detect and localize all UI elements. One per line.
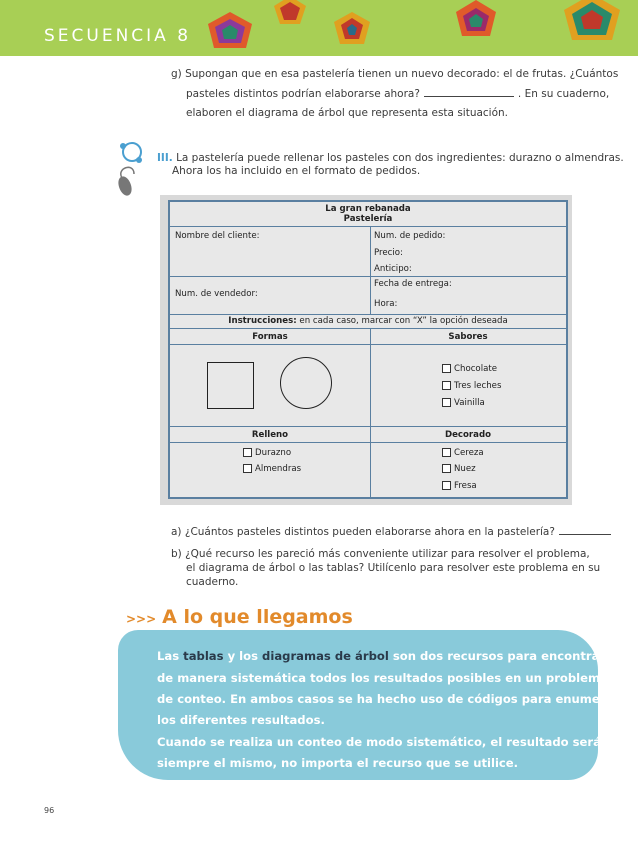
- question-b-line1: b) ¿Qué recurso les pareció más conveniente utilizar para resolver el problema,: [171, 548, 590, 560]
- checkbox[interactable]: [442, 364, 451, 373]
- pentagon-5: [564, 0, 620, 40]
- checkbox[interactable]: [442, 448, 451, 457]
- term-tablas: tablas: [183, 649, 224, 663]
- decoration-option[interactable]: [442, 464, 476, 474]
- checkbox[interactable]: [243, 464, 252, 473]
- summary-line4: los diferentes resultados.: [157, 713, 325, 727]
- conclusion-heading: [126, 606, 353, 628]
- conclusion-title: A lo que llegamos: [162, 606, 353, 628]
- advance-label: Anticipo:: [374, 264, 412, 274]
- question-g-line2-b: . En su cuaderno,: [517, 88, 610, 100]
- filling-label: Durazno: [255, 448, 292, 458]
- decoration-label: Nuez: [454, 464, 476, 474]
- checkbox[interactable]: [442, 464, 451, 473]
- filling-label: Almendras: [255, 464, 302, 474]
- flavor-label: Chocolate: [454, 364, 497, 374]
- form-subtitle: Pastelería: [343, 214, 393, 224]
- summary-line2: de manera sistemática todos los resultados posibles en un problema: [157, 671, 608, 685]
- decoration-option[interactable]: [442, 448, 484, 458]
- delivery-date-label: Fecha de entrega:: [374, 279, 452, 289]
- order-form: [168, 200, 568, 499]
- pentagon-4: [456, 0, 496, 36]
- pentagon-3: [334, 12, 370, 44]
- seller-num-label: Num. de vendedor:: [175, 289, 258, 299]
- decoration-label: Cereza: [454, 448, 484, 458]
- time-label: Hora:: [374, 299, 398, 309]
- sequence-title: SECUENCIA 8: [44, 26, 192, 46]
- price-label: Precio:: [374, 248, 403, 258]
- question-a-text: a) ¿Cuántos pasteles distintos pueden elaborarse ahora en la pastelería?: [171, 526, 555, 538]
- checkbox[interactable]: [243, 448, 252, 457]
- decoration-header: Decorado: [444, 430, 492, 440]
- instructions: [170, 316, 566, 326]
- summary-line6: siempre el mismo, no importa el recurso que se utilice.: [157, 756, 519, 770]
- instructions-text: en cada caso, marcar con “X” la opción deseada: [296, 316, 508, 326]
- form-divider: [170, 426, 566, 427]
- term-diagramas: diagramas de árbol: [262, 649, 389, 663]
- question-g-line2: [186, 86, 609, 101]
- question-g-line3: elaboren el diagrama de árbol que representa esta situación.: [186, 107, 509, 119]
- flavor-label: Tres leches: [454, 381, 502, 391]
- filling-header: Relleno: [251, 430, 289, 440]
- decoration-label: Fresa: [454, 481, 477, 491]
- answer-blank-g[interactable]: [424, 86, 514, 97]
- question-b-line2: el diagrama de árbol o las tablas? Utilícenlo para resolver este problema en su: [186, 562, 601, 574]
- form-divider: [170, 276, 566, 277]
- summary-text: Las: [157, 649, 184, 663]
- flavor-label: Vainilla: [454, 398, 485, 408]
- section-III-text1: La pastelería puede rellenar los pasteles con dos ingredientes: durazno o almendras.: [176, 152, 624, 164]
- flavor-option[interactable]: [442, 364, 497, 374]
- summary-text: y los: [223, 649, 263, 663]
- form-divider: [170, 442, 566, 443]
- checkbox[interactable]: [442, 481, 451, 490]
- connection-mouse-icon: [112, 138, 152, 198]
- question-b-line3: cuaderno.: [186, 576, 239, 588]
- round-shape-option[interactable]: [280, 357, 332, 409]
- flavor-option[interactable]: [442, 398, 485, 408]
- summary-text: son dos recursos para encontrar: [388, 649, 606, 663]
- order-num-label: Num. de pedido:: [374, 231, 446, 241]
- summary-line5: Cuando se realiza un conteo de modo sistemático, el resultado será: [157, 735, 601, 749]
- flavors-header: Sabores: [448, 332, 488, 342]
- pentagon-2: [274, 0, 306, 24]
- question-g-line1: g) Supongan que en esa pastelería tienen un nuevo decorado: el de frutas. ¿Cuántos: [171, 68, 619, 80]
- summary-line3: de conteo. En ambos casos se ha hecho uso de códigos para enumerar: [157, 692, 620, 706]
- pentagon-1: [208, 12, 252, 48]
- form-divider: [170, 328, 566, 329]
- decoration-option[interactable]: [442, 481, 477, 491]
- filling-option[interactable]: [243, 448, 291, 458]
- question-g-line2-a: pasteles distintos podrían elaborarse ahora?: [186, 88, 420, 100]
- section-III-numeral: III.: [157, 152, 173, 164]
- filling-option[interactable]: [243, 464, 301, 474]
- form-divider: [170, 344, 566, 345]
- summary-line1: [157, 646, 605, 666]
- form-title: La gran rebanada: [325, 204, 411, 214]
- form-divider: [170, 314, 566, 315]
- flavor-option[interactable]: [442, 381, 501, 391]
- shapes-header: Formas: [252, 332, 288, 342]
- arrows-icon: >>>: [126, 612, 157, 626]
- client-name-label: Nombre del cliente:: [175, 231, 260, 241]
- decorative-pentagons: [200, 0, 638, 56]
- answer-blank-a[interactable]: [559, 524, 611, 535]
- checkbox[interactable]: [442, 398, 451, 407]
- square-shape-option[interactable]: [207, 362, 254, 409]
- question-a: [171, 524, 615, 539]
- section-III-line1: [157, 151, 624, 165]
- instructions-bold: Instrucciones:: [228, 316, 297, 326]
- form-divider: [170, 226, 566, 227]
- section-III-line2: Ahora los ha incluido en el formato de pedidos.: [172, 165, 421, 177]
- form-vdivider: [370, 328, 371, 497]
- page-number: 96: [44, 806, 55, 815]
- form-vdivider: [370, 226, 371, 314]
- checkbox[interactable]: [442, 381, 451, 390]
